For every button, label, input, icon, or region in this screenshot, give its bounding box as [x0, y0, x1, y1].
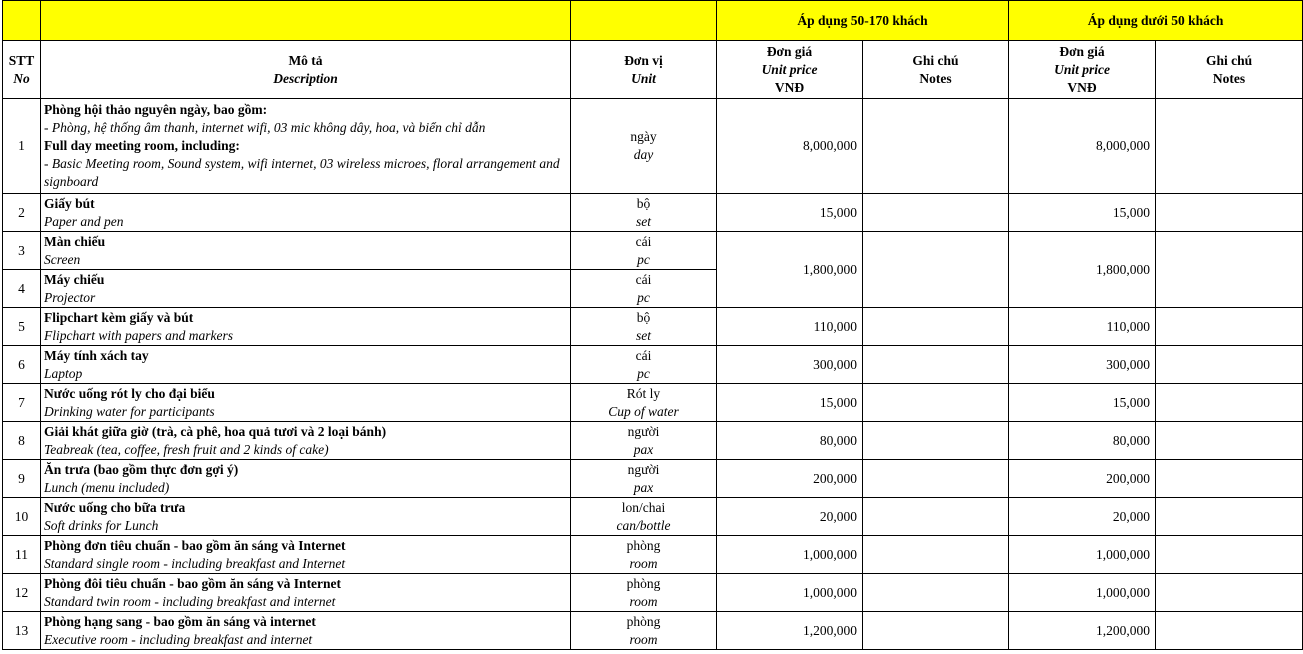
row-price-a: 1,800,000 [717, 232, 863, 308]
row-notes-b [1156, 422, 1303, 460]
row-unit: cái pc [571, 270, 717, 308]
group-header-row [3, 1, 1303, 41]
table-row [3, 346, 1303, 384]
row-number: 4 [3, 270, 41, 308]
table-row [3, 536, 1303, 574]
row-number: 12 [3, 574, 41, 612]
group-under-50-header: Áp dụng dưới 50 khách [1009, 1, 1303, 41]
table-row [3, 308, 1303, 346]
row-price-a: 200,000 [717, 460, 863, 498]
row-notes-b [1156, 612, 1303, 650]
stt-header: STT No [3, 41, 41, 99]
row-notes-b [1156, 574, 1303, 612]
row-unit: phòng room [571, 536, 717, 574]
row-number: 6 [3, 346, 41, 384]
row-description: Phòng hạng sang - bao gồm ăn sáng và internet Executive room - including breakfast and internet [41, 612, 571, 650]
row-unit: phòng room [571, 612, 717, 650]
row-notes-a [863, 498, 1009, 536]
row-notes-a [863, 232, 1009, 308]
row-price-a: 110,000 [717, 308, 863, 346]
table-row [3, 612, 1303, 650]
row-notes-a [863, 612, 1009, 650]
row-price-b: 1,000,000 [1009, 536, 1156, 574]
row-notes-b [1156, 536, 1303, 574]
row-price-a: 1,000,000 [717, 574, 863, 612]
row-description: Giải khát giữa giờ (trà, cà phê, hoa quả tươi và 2 loại bánh) Teabreak (tea, coffee, fresh fruit and 2 kinds of cake) [41, 422, 571, 460]
row-price-b: 1,000,000 [1009, 574, 1156, 612]
row-notes-a [863, 194, 1009, 232]
table-row [3, 460, 1303, 498]
row-notes-a [863, 308, 1009, 346]
row-description: Ăn trưa (bao gồm thực đơn gợi ý) Lunch (menu included) [41, 460, 571, 498]
row-unit: cái pc [571, 232, 717, 270]
row-notes-a [863, 384, 1009, 422]
table-row [3, 194, 1303, 232]
row-price-b: 300,000 [1009, 346, 1156, 384]
unit-header: Đơn vị Unit [571, 41, 717, 99]
row-notes-a [863, 536, 1009, 574]
row-price-a: 20,000 [717, 498, 863, 536]
row-description: Nước uống rót ly cho đại biểu Drinking water for participants [41, 384, 571, 422]
header-blank-stt [3, 1, 41, 41]
row-price-a: 15,000 [717, 194, 863, 232]
row-description: Giấy bút Paper and pen [41, 194, 571, 232]
row-description: Phòng hội thảo nguyên ngày, bao gồm: - Phòng, hệ thống âm thanh, internet wifi, 03 mic không dây, hoa, và biển chỉ dẫn Full day meeting room, including: - Basic Meeting room, Sound system, wifi internet, 03 wireless microes, floral arrangement and signboard [41, 99, 571, 194]
row-notes-b [1156, 498, 1303, 536]
row-price-a: 15,000 [717, 384, 863, 422]
row-notes-b [1156, 460, 1303, 498]
row-number: 13 [3, 612, 41, 650]
row-price-b: 1,200,000 [1009, 612, 1156, 650]
row-number: 8 [3, 422, 41, 460]
row-number: 2 [3, 194, 41, 232]
group-50-170-header: Áp dụng 50-170 khách [717, 1, 1009, 41]
row-number: 11 [3, 536, 41, 574]
unit-price-header-a: Đơn giá Unit price VNĐ [717, 41, 863, 99]
table-row [3, 574, 1303, 612]
row-notes-b [1156, 232, 1303, 308]
row-unit: người pax [571, 460, 717, 498]
row-price-b: 200,000 [1009, 460, 1156, 498]
row-notes-b [1156, 99, 1303, 194]
column-header-row [3, 41, 1303, 99]
description-header: Mô tả Description [41, 41, 571, 99]
row-description: Máy chiếu Projector [41, 270, 571, 308]
row-price-a: 1,000,000 [717, 536, 863, 574]
row-price-b: 15,000 [1009, 194, 1156, 232]
row-number: 9 [3, 460, 41, 498]
header-blank-desc [41, 1, 571, 41]
table-row [3, 99, 1303, 194]
row-description: Phòng đơn tiêu chuẩn - bao gồm ăn sáng và Internet Standard single room - including breakfast and Internet [41, 536, 571, 574]
notes-header-a: Ghi chú Notes [863, 41, 1009, 99]
row-notes-a [863, 574, 1009, 612]
row-number: 3 [3, 232, 41, 270]
table-row [3, 422, 1303, 460]
row-unit: người pax [571, 422, 717, 460]
price-table [2, 0, 1303, 650]
row-notes-a [863, 422, 1009, 460]
row-unit: Rót ly Cup of water [571, 384, 717, 422]
row-price-b: 15,000 [1009, 384, 1156, 422]
row-notes-a [863, 460, 1009, 498]
row-price-b: 1,800,000 [1009, 232, 1156, 308]
row-number: 7 [3, 384, 41, 422]
notes-header-b: Ghi chú Notes [1156, 41, 1303, 99]
header-blank-unit [571, 1, 717, 41]
row-number: 5 [3, 308, 41, 346]
row-unit: bộ set [571, 194, 717, 232]
row-unit: ngày day [571, 99, 717, 194]
row-price-a: 1,200,000 [717, 612, 863, 650]
row-notes-b [1156, 384, 1303, 422]
row-notes-a [863, 346, 1009, 384]
table-row [3, 384, 1303, 422]
row-price-b: 80,000 [1009, 422, 1156, 460]
row-unit: bộ set [571, 308, 717, 346]
row-price-a: 80,000 [717, 422, 863, 460]
row-number: 1 [3, 99, 41, 194]
table-row [3, 498, 1303, 536]
row-price-a: 8,000,000 [717, 99, 863, 194]
row-price-b: 110,000 [1009, 308, 1156, 346]
row-price-b: 20,000 [1009, 498, 1156, 536]
row-price-b: 8,000,000 [1009, 99, 1156, 194]
row-description: Phòng đôi tiêu chuẩn - bao gồm ăn sáng và Internet Standard twin room - including breakfast and internet [41, 574, 571, 612]
row-description: Flipchart kèm giấy và bút Flipchart with papers and markers [41, 308, 571, 346]
row-description: Máy tính xách tay Laptop [41, 346, 571, 384]
row-unit: lon/chai can/bottle [571, 498, 717, 536]
row-price-a: 300,000 [717, 346, 863, 384]
row-unit: cái pc [571, 346, 717, 384]
table-row [3, 232, 1303, 270]
row-notes-b [1156, 194, 1303, 232]
row-notes-a [863, 99, 1009, 194]
row-description: Nước uống cho bữa trưa Soft drinks for Lunch [41, 498, 571, 536]
row-description: Màn chiếu Screen [41, 232, 571, 270]
row-unit: phòng room [571, 574, 717, 612]
row-notes-b [1156, 346, 1303, 384]
row-number: 10 [3, 498, 41, 536]
unit-price-header-b: Đơn giá Unit price VNĐ [1009, 41, 1156, 99]
row-notes-b [1156, 308, 1303, 346]
